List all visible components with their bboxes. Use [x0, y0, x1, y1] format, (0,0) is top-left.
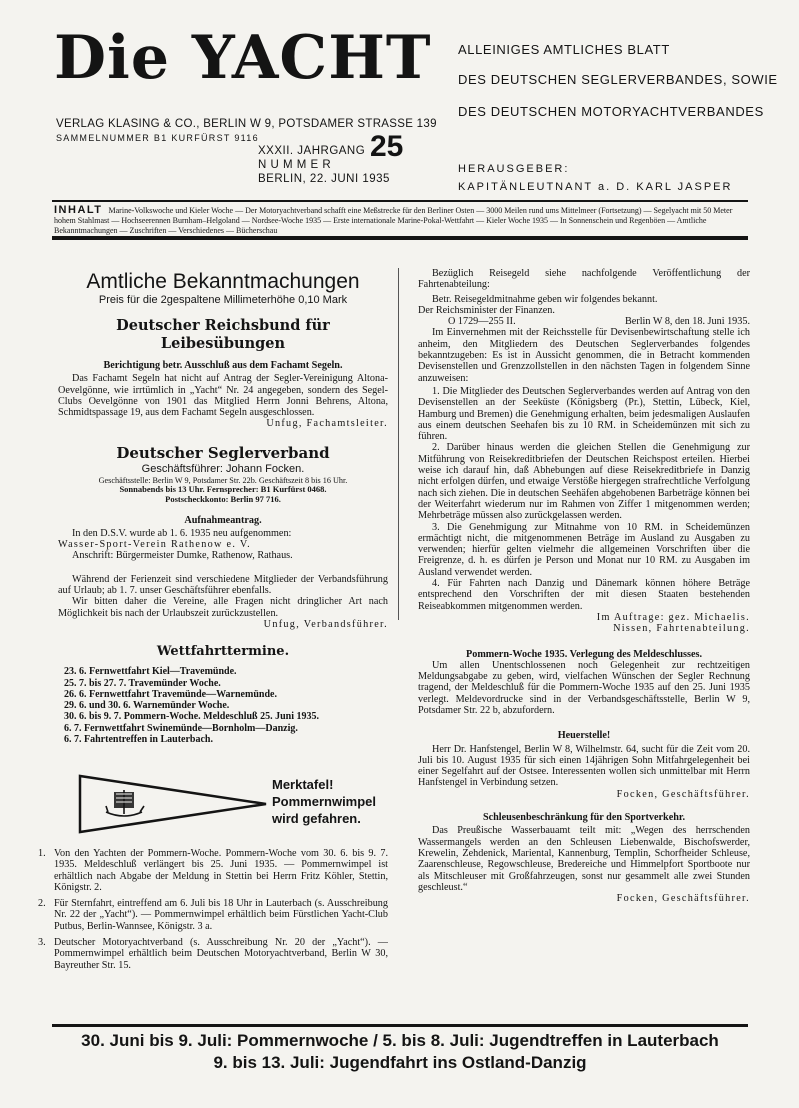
issue-date: BERLIN, 22. JUNI 1935 — [258, 173, 390, 185]
races-heading: Wettfahrttermine. — [156, 644, 290, 660]
tagline-3: DES DEUTSCHEN MOTORYACHTVERBANDES — [458, 104, 764, 119]
masthead-title: Die YACHT — [54, 23, 432, 93]
notice-item: 1. Von den Yachten der Pommern-Woche. Pommern-Woche vom 30. 6. bis 9. 7. 1935. Meldeschluß verlängert bis 25. Juni 1935. — Pommernwimpel ist erhältlich nach Abgabe der Meldung in Stettin bei Herrn Fritz Köhler, Stettin, Königstr. 2. — [38, 848, 388, 893]
section-heading: Amtliche Bekanntmachungen — [86, 270, 360, 293]
contents-label: INHALT — [54, 204, 103, 216]
decree-intro: Im Einvernehmen mit der Reichsstelle für Devisenbewirtschaftung stelle ich anheim, den Mitgliedern des Deutschen Seglerverbandes folgendes bekanntzugeben: Es ist in Aussicht genommen, die in Betracht kommenden Devisenstellen und Grenzzollstellen in den nächsten Tagen in folgendem Sinne anzuweisen: — [418, 327, 750, 384]
phone-line: SAMMELNUMMER B1 KURFÜRST 9116 — [56, 133, 259, 143]
tagline-2: DES DEUTSCHEN SEGLERVERBANDES, SOWIE — [458, 72, 778, 87]
race-item: 6. 7. Fernwettfahrt Swinemünde—Bornholm—Danzig. — [64, 722, 298, 734]
notice-list — [38, 848, 388, 976]
right-column — [418, 268, 750, 904]
notice-item: 2. Für Sternfahrt, eintreffend am 6. Juli bis 18 Uhr in Lauterbach (s. Ausschreibung Nr. 22 der „Yacht“). — Pommernwimpel erhältlich beim Fürstlichen Yacht-Club Putbus, Berlin-Wannsee, Königstr. 3 a. — [38, 898, 388, 932]
locks-signature: Focken, Geschäftsführer. — [616, 893, 750, 905]
decree-signature-2: Nissen, Fahrtenabteilung. — [613, 623, 750, 635]
membership-title: Aufnahmeantrag. — [184, 514, 262, 526]
correction-title: Berichtigung betr. Ausschluß aus dem Fachamt Segeln. — [103, 360, 343, 371]
membership-address: Anschrift: Bürgermeister Dumke, Rathenow, Rathaus. — [72, 550, 293, 562]
dsv-heading: Deutscher Seglerverband — [116, 443, 330, 462]
dsv-account: Postscheckkonto: Berlin 97 716. — [165, 493, 281, 504]
crew-title: Heuerstelle! — [557, 730, 611, 742]
holiday-signature: Unfug, Verbandsführer. — [263, 618, 388, 630]
races-list — [58, 666, 388, 745]
decree-para-1: 1. Die Mitglieder des Deutschen Seglerverbandes werden auf Antrag von den Devisenstellen an der Seeküste (Königsberg (Pr.), Stettin, Lübeck, Kiel, Hamburg und Bremen) die Genehmigung erhalten, beim jedesmaligen Auslaufen aus einem deutschen Seehafen bis zu 10 RM. in Scheidemünzen mit sich zu führen. — [418, 385, 750, 443]
editor-block — [458, 160, 732, 196]
top-rule — [52, 200, 748, 202]
tagline-1: ALLEINIGES AMTLICHES BLATT — [458, 42, 670, 57]
decree-para-4: 4. Für Fahrten nach Danzig und Dänemark können höhere Beträge entsprechend den Vorschriften der mit diesen Staaten bestehenden Reiseabkommen mitgenommen werden. — [418, 578, 750, 612]
contents-block — [54, 206, 750, 236]
race-item: 6. 7. Fahrtentreffen in Lauterbach. — [64, 734, 213, 746]
race-item: 29. 6. und 30. 6. Warnemünder Woche. — [64, 700, 230, 712]
reference-line: O 1729—255 II. Berlin W 8, den 18. Juni 1935. — [448, 316, 750, 328]
locks-text: Das Preußische Wasserbauamt teilt mit: „Wegen des herrschenden Wassermangels werden an den Schleusen Liebenwalde, Bischofswerder, Krewelin, Zehdenick, Mariental, Kannenburg, Templin, Schorfheider Schleuse, Zaarenschleuse, Regowschleuse, Bredereiche und Himmelpfort Sportboote nur als Mitschleuser mit Großfahrzeugen, sonst nur gesammelt alle zwei Stunden geschleust.“ — [418, 825, 750, 893]
travel-money-intro: Bezüglich Reisegeld siehe nachfolgende Veröffentlichung der Fahrtenabteilung: — [418, 268, 750, 291]
correction-text: Das Fachamt Segeln hat nicht auf Antrag der Segler-Vereinigung Altona-Oevelgönne, wie irrtümlich in „Yacht“ Nr. 24 angegeben, sondern des Segel-Clubs Oevelgönne von 1901 das Mitglied Herrn Jonni Behrens, Altona, Schmidtspassage 19, aus dem Fachamt Segeln ausgeschlossen. — [58, 373, 388, 419]
editor-name: KAPITÄNLEUTNANT a. D. KARL JASPER — [458, 181, 733, 193]
publisher-line: VERLAG KLASING & CO., BERLIN W 9, POTSDAMER STRASSE 139 — [56, 118, 437, 130]
drfl-heading: Deutscher Reichsbund für Leibesübungen — [116, 317, 330, 352]
contents-rule — [52, 236, 748, 240]
crew-signature: Focken, Geschäftsführer. — [616, 788, 750, 800]
dsv-manager: Geschäftsführer: Johann Focken. — [141, 462, 305, 475]
decree-para-2: 2. Darüber hinaus werden die gleichen Stellen die Genehmigung zur Mitführung von Reisekreditbriefen der Deutschen Reichspost erteilen. Hierbei weise ich darauf hin, daß Abhebungen auf diese Reisekreditbriefe in Danzig nicht erfolgen dürfen, und etwaige Verstöße hiergegen strafrechtliche Verfolgung nach sich ziehen. Die in deutschen Seehäfen abgehobenen Barbeträge können bei der Weiterfahrt wiederum nur im Rahmen von Ziffer 1 mitgenommen werden; Mehrbeträge müssen also zurückgelassen werden. — [418, 442, 750, 522]
race-item: 23. 6. Fernwettfahrt Kiel—Travemünde. — [64, 666, 237, 678]
pommern-title: Pommern-Woche 1935. Verlegung des Meldeschlusses. — [466, 648, 702, 660]
issue-block — [258, 130, 404, 186]
correction-signature: Unfug, Fachamtsleiter. — [266, 418, 388, 430]
locks-title: Schleusenbeschränkung für den Sportverkehr. — [482, 812, 686, 824]
travel-money-title: Betr. Reisegeldmitnahme geben wir folgendes bekannt. — [432, 293, 658, 305]
issue-number: 25 — [370, 130, 404, 163]
notice-board: Merktafel! Pommernwimpel wird gefahren. — [272, 777, 377, 826]
holiday-text-2: Wir bitten daher die Vereine, alle Fragen nicht dringlicher Art nach Möglichkeit bis nach der Urlaubszeit zurückzustellen. — [58, 596, 388, 619]
column-divider — [398, 268, 399, 620]
pommern-text: Um allen Unentschlossenen noch Gelegenheit zur rechtzeitigen Meldungsabgabe zu geben, wird, vielfachen Wünschen der Segler Rechnung tragend, der Meldeschluß für die Pommern-Woche 1935 auf den 25. Juni 1935 verlegt. Meldevordrucke sind in der Verbandsgeschäftsstelle, Berlin W 9, Potsdamer Str. 22 b, abzufordern. — [418, 659, 750, 716]
race-item: 25. 7. bis 27. 7. Travemünder Woche. — [64, 677, 221, 689]
editor-label: HERAUSGEBER: — [458, 163, 570, 175]
pennant-icon — [78, 772, 268, 836]
membership-text-1: In den D.S.V. wurde ab 1. 6. 1935 neu aufgenommen: — [72, 527, 292, 539]
minister-line: Der Reichsminister der Finanzen. — [418, 304, 555, 316]
dsv-hours: Sonnabends bis 13 Uhr. Fernsprecher: B1 Kurfürst 0468. — [119, 484, 327, 495]
crew-text: Herr Dr. Hanfstengel, Berlin W 8, Wilhelmstr. 64, sucht für die Zeit vom 20. Juli bis 10. August 1935 für sich einen 14jährigen Sohn Mitfahrgelegenheit bei einer Segelfahrt auf der Ostsee. Interessenten wollen sich unmittelbar mit Herrn Hanfstengel in Verbindung setzen. — [418, 743, 750, 789]
footer-line-2: 9. bis 13. Juli: Jugendfahrt ins Ostland-Danzig — [213, 1053, 587, 1072]
price-note: Preis für die 2gespaltene Millimeterhöhe 0,10 Mark — [98, 294, 348, 306]
contents-text: Marine-Volkswoche und Kieler Woche — Der Motoryachtverband schafft eine Meßstrecke für den Berliner Osten — 3000 Meilen rund ums Mittelmeer (Fortsetzung) — Segelyacht mit 50 Meter hohem Stahlmast — Hochseerennen Burnham–Helgoland — Nordsee-Woche 1935 — Erste internationale Marine-Pokal-Wettfahrt — Kieler Woche 1935 — In Sonnenschein und Regenböen — Amtliche Bekanntmachungen — Zuschriften — Verschiedenes — Bücherschau — [54, 206, 733, 235]
left-column — [58, 270, 388, 745]
membership-club: Wasser-Sport-Verein Rathenow e. V. — [58, 539, 252, 551]
decree-signature: Im Auftrage: gez. Michaelis. — [596, 611, 750, 623]
decree-para-3: 3. Die Genehmigung zur Mitnahme von 10 RM. in Scheidemünzen ermächtigt nicht, die mitgenommenen Beträge im Ausland zu Ausgaben zu verwenden; hierfür gelten vielmehr die allgemeinen Vorschriften über die Freigrenze, d. h. es dürfen je Person und Monat nur 10 RM. zu Ausgaben im Ausland verwendet werden. — [418, 521, 750, 578]
volume: XXXII. JAHRGANG — [258, 145, 366, 157]
race-item: 30. 6. bis 9. 7. Pommern-Woche. Meldeschluß 25. Juni 1935. — [64, 711, 320, 723]
footer-rule — [52, 1024, 748, 1027]
footer-line-1: 30. Juni bis 9. Juli: Pommernwoche / 5. bis 8. Juli: Jugendtreffen in Lauterbach — [81, 1031, 719, 1050]
holiday-text-1: Während der Ferienzeit sind verschiedene Mitglieder der Verbandsführung auf Urlaub; ab 1. 7. unser Geschäftsführer ebenfalls. — [58, 573, 388, 597]
number-label: N U M M E R — [258, 159, 332, 171]
race-item: 26. 6. Fernwettfahrt Travemünde—Warnemünde. — [64, 688, 277, 700]
notice-item: 3. Deutscher Motoryachtverband (s. Ausschreibung Nr. 20 der „Yacht“). — Pommernwimpel erhältlich beim Deutschen Motoryachtverband, Berlin W 30, Bayreuther Str. 15. — [38, 937, 388, 971]
dsv-office: Geschäftsstelle: Berlin W 9, Potsdamer Str. 22b. Geschäftszeit 8 bis 16 Uhr. — [98, 475, 348, 485]
